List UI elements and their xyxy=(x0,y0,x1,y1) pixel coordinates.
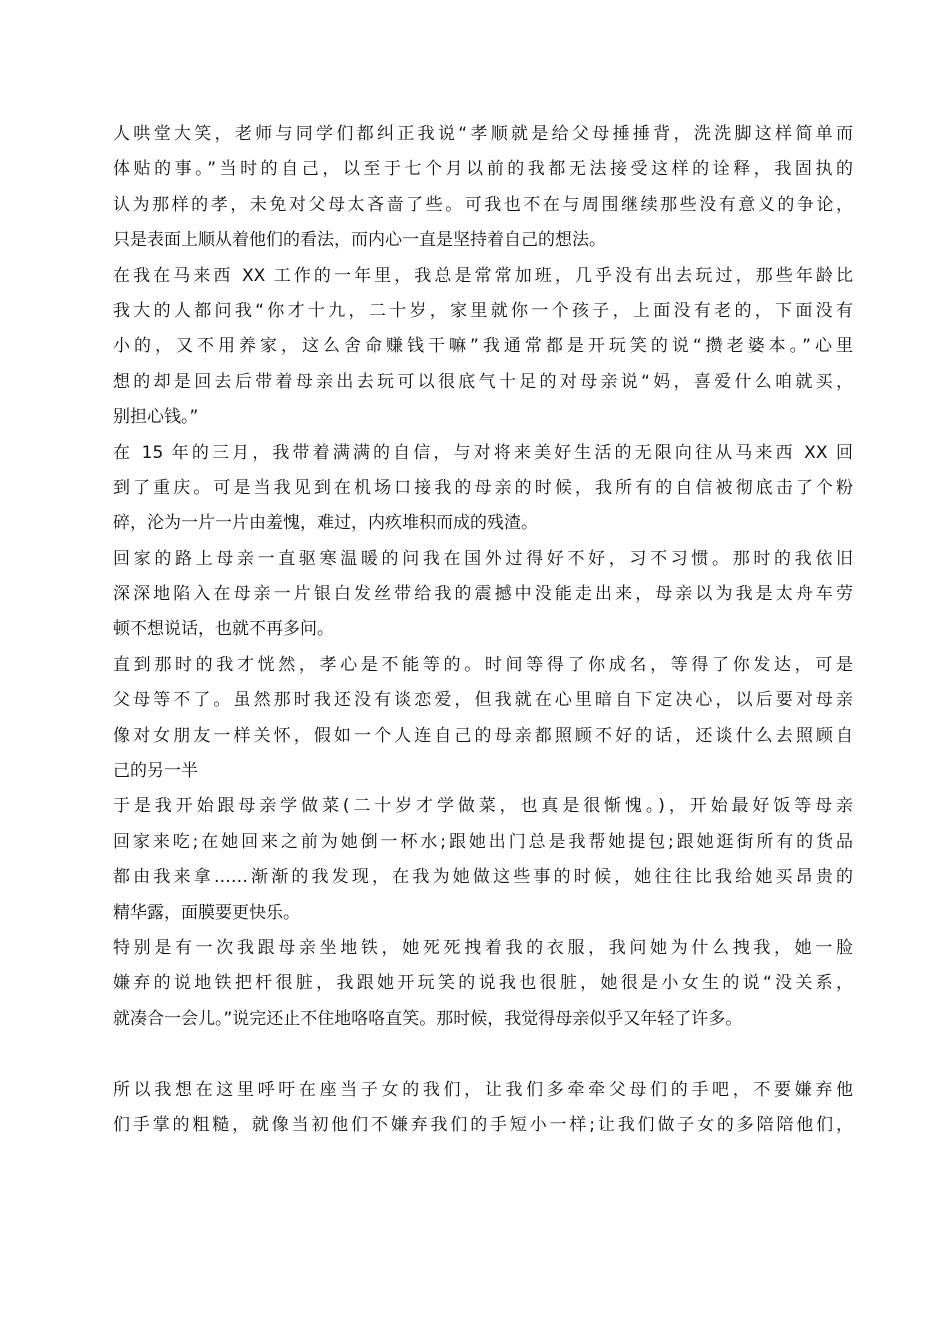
paragraph-7 xyxy=(113,931,853,1037)
text-line: 回家的路上母亲一直驱寒温暖的问我在国外过得好不好，习不习惯。那时的我依旧 xyxy=(113,548,853,569)
text-line: 深深地陷入在母亲一片银白发丝带给我的震撼中没能走出来，母亲以为我是太舟车劳 xyxy=(113,584,853,605)
paragraph-8 xyxy=(113,1073,853,1144)
paragraph-3 xyxy=(113,436,853,542)
paragraph-6 xyxy=(113,789,853,931)
text-line: 直到那时的我才恍然，孝心是不能等的。时间等得了你成名，等得了你发达，可是 xyxy=(113,654,853,675)
text-line: 于是我开始跟母亲学做菜(二十岁才学做菜，也真是很惭愧。)，开始最好饭等母亲 xyxy=(113,796,853,817)
text-line: 小的，又不用养家，这么舍命赚钱干嘛”我通常都是开玩笑的说“攒老婆本。”心里 xyxy=(113,336,853,357)
text-line: 己的另一半 xyxy=(113,761,198,782)
text-line: 所以我想在这里呼吁在座当子女的我们，让我们多牵牵父母们的手吧，不要嫌弃他 xyxy=(113,1079,853,1100)
text-line: 嫌弃的说地铁把杆很脏，我跟她开玩笑的说我也很脏，她很是小女生的说“没关系， xyxy=(113,973,853,994)
text-line: 们手掌的粗糙，就像当初他们不嫌弃我们的手短小一样;让我们做子女的多陪陪他们， xyxy=(113,1114,853,1135)
text-line: 到了重庆。可是当我见到在机场口接我的母亲的时候，我所有的自信被彻底击了个粉 xyxy=(113,477,853,498)
text-line: 精华露，面膜要更快乐。 xyxy=(113,902,300,923)
paragraph-spacer xyxy=(113,1037,853,1072)
text-line: 在我在马来西 XX 工作的一年里，我总是常常加班，几乎没有出去玩过，那些年龄比 xyxy=(113,265,853,286)
text-line: 别担心钱。” xyxy=(113,407,199,428)
paragraph-1 xyxy=(113,117,853,259)
text-line: 我大的人都问我“你才十九，二十岁，家里就你一个孩子，上面没有老的，下面没有 xyxy=(113,300,853,321)
text-line: 只是表面上顺从着他们的看法，而内心一直是坚持着自己的想法。 xyxy=(113,230,606,251)
text-line: 想的却是回去后带着母亲出去玩可以很底气十足的对母亲说“妈，喜爱什么咱就买， xyxy=(113,371,853,392)
paragraph-2 xyxy=(113,259,853,436)
body-text xyxy=(113,117,853,1143)
paragraph-4 xyxy=(113,542,853,648)
text-line: 特别是有一次我跟母亲坐地铁，她死死拽着我的衣服，我问她为什么拽我，她一脸 xyxy=(113,937,853,958)
text-line: 就凑合一会儿。”说完还止不住地咯咯直笑。那时候，我觉得母亲似乎又年轻了许多。 xyxy=(113,1008,743,1029)
text-line: 父母等不了。虽然那时我还没有谈恋爱，但我就在心里暗自下定决心，以后要对母亲 xyxy=(113,690,853,711)
text-line: 人哄堂大笑，老师与同学们都纠正我说“孝顺就是给父母捶捶背，洗洗脚这样简单而 xyxy=(113,124,853,144)
text-line: 体贴的事。”当时的自己，以至于七个月以前的我都无法接受这样的诠释，我固执的 xyxy=(113,159,853,180)
text-line: 认为那样的孝，未免对父母太吝啬了些。可我也不在与周围继续那些没有意义的争论， xyxy=(113,194,853,215)
paragraph-5 xyxy=(113,648,853,790)
text-line: 碎，沦为一片一片由羞愧，难过，内疚堆积而成的残渣。 xyxy=(113,513,538,534)
text-line: 都由我来拿……渐渐的我发现，在我为她做这些事的时候，她往往比我给她买昂贵的 xyxy=(113,867,853,888)
text-line: 在 15 年的三月，我带着满满的自信，与对将来美好生活的无限向往从马来西 XX 回 xyxy=(113,442,853,463)
text-line: 回家来吃;在她回来之前为她倒一杯水;跟她出门总是我帮她提包;跟她逛街所有的货品 xyxy=(113,831,853,852)
text-line: 顿不想说话，也就不再多问。 xyxy=(113,619,334,640)
text-line: 像对女朋友一样关怀，假如一个人连自己的母亲都照顾不好的话，还谈什么去照顾自 xyxy=(113,725,853,746)
